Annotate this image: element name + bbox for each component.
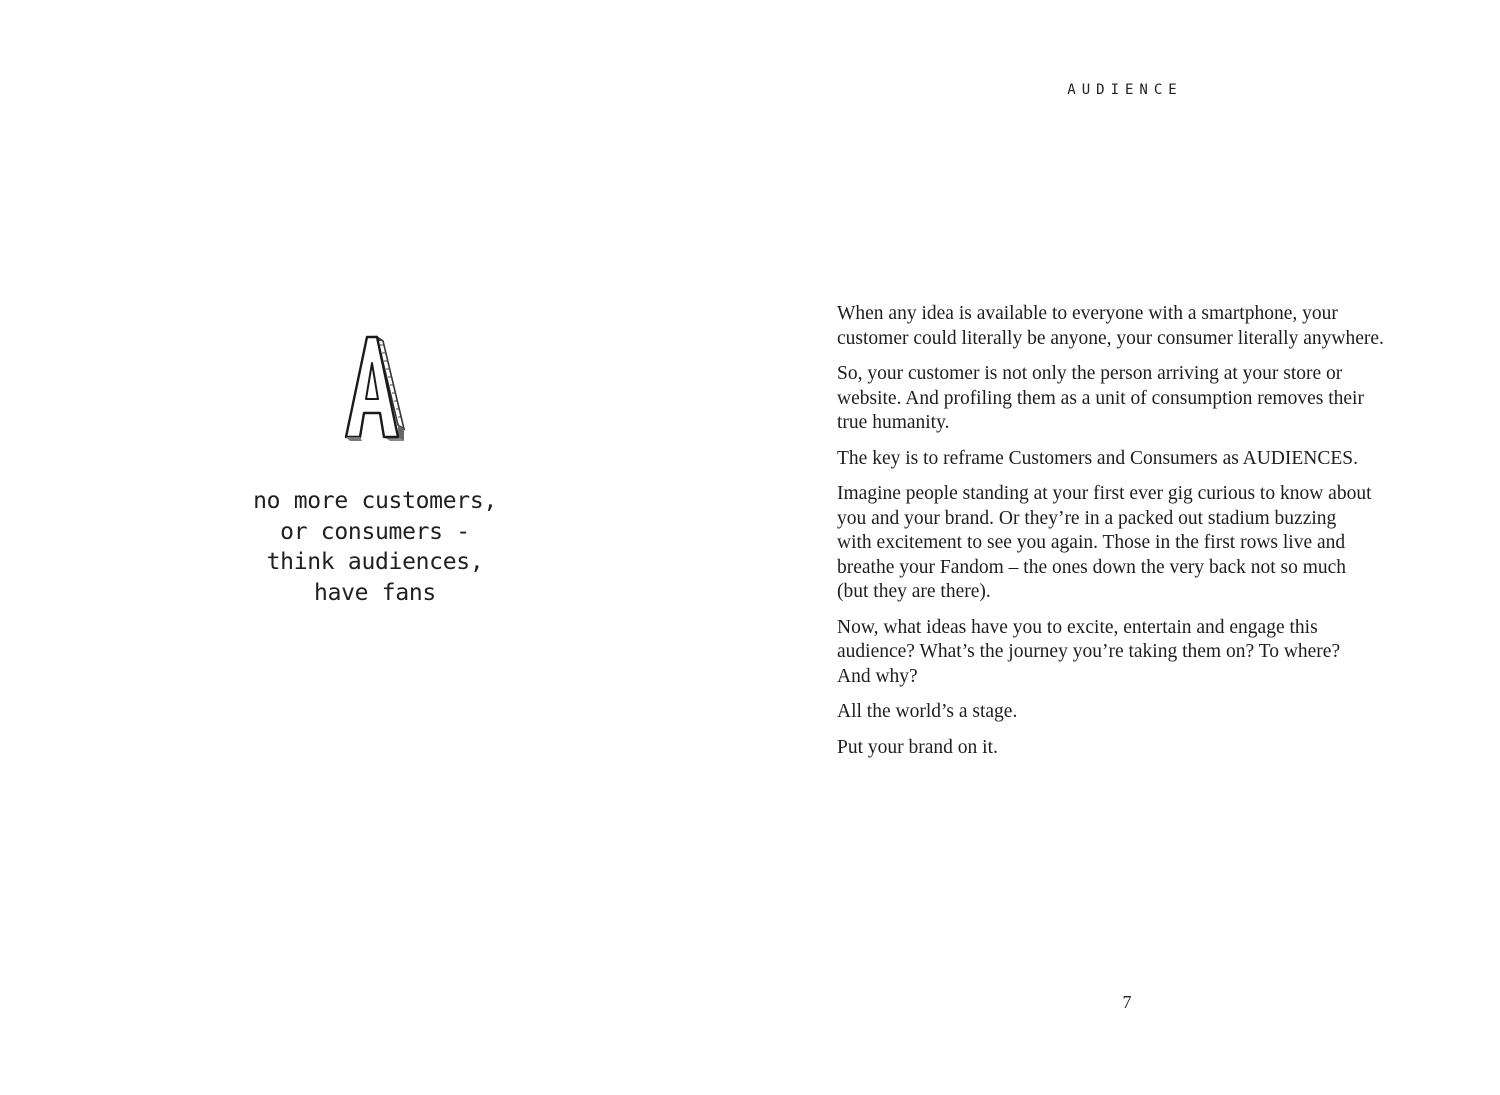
text-line: All the world’s a stage. (837, 701, 1018, 722)
text-line: Put your brand on it. (837, 736, 998, 758)
text-line: with excitement to see you again. Those in the first rows live and (837, 532, 1346, 553)
page-number: 7 (1122, 992, 1132, 1012)
paragraph (837, 700, 1417, 725)
paragraph (837, 362, 1417, 436)
text-line: website. And profiling them as a unit of consumption removes their (837, 387, 1364, 409)
text-line: you and your brand. Or they’re in a packed out stadium buzzing (837, 507, 1337, 529)
text-line: audience? What’s the journey you’re taking them on? To where? (837, 641, 1341, 662)
paragraph (837, 302, 1417, 351)
body-text (837, 302, 1417, 771)
text-line: customer could literally be anyone, your consumer literally anywhere. (837, 327, 1384, 349)
running-head: AUDIENCE (1067, 82, 1183, 98)
paragraph (837, 736, 1417, 761)
text-line: Now, what ideas have you to excite, entertain and engage this (837, 616, 1318, 638)
paragraph (837, 616, 1417, 690)
tagline-line: or consumers - (280, 518, 470, 545)
tagline-line: no more customers, (253, 488, 497, 514)
tagline-line: think audiences, (266, 549, 484, 575)
letter-a-illustration (338, 333, 410, 445)
paragraph (837, 447, 1417, 472)
tagline-line: have fans (314, 579, 436, 606)
text-line: Imagine people standing at your first ever gig curious to know about (837, 483, 1372, 504)
tagline (175, 486, 575, 608)
text-line: (but they are there). (837, 581, 991, 602)
text-line: The key is to reframe Customers and Consumers as AUDIENCES. (837, 447, 1358, 469)
text-line: And why? (837, 665, 918, 687)
text-line: When any idea is available to everyone with a smartphone, your (837, 303, 1338, 324)
paragraph (837, 482, 1417, 605)
text-line: true humanity. (837, 412, 950, 433)
right-page (750, 0, 1500, 1095)
text-line: So, your customer is not only the person arriving at your store or (837, 363, 1343, 384)
text-line: breathe your Fandom – the ones down the very back not so much (837, 556, 1347, 578)
